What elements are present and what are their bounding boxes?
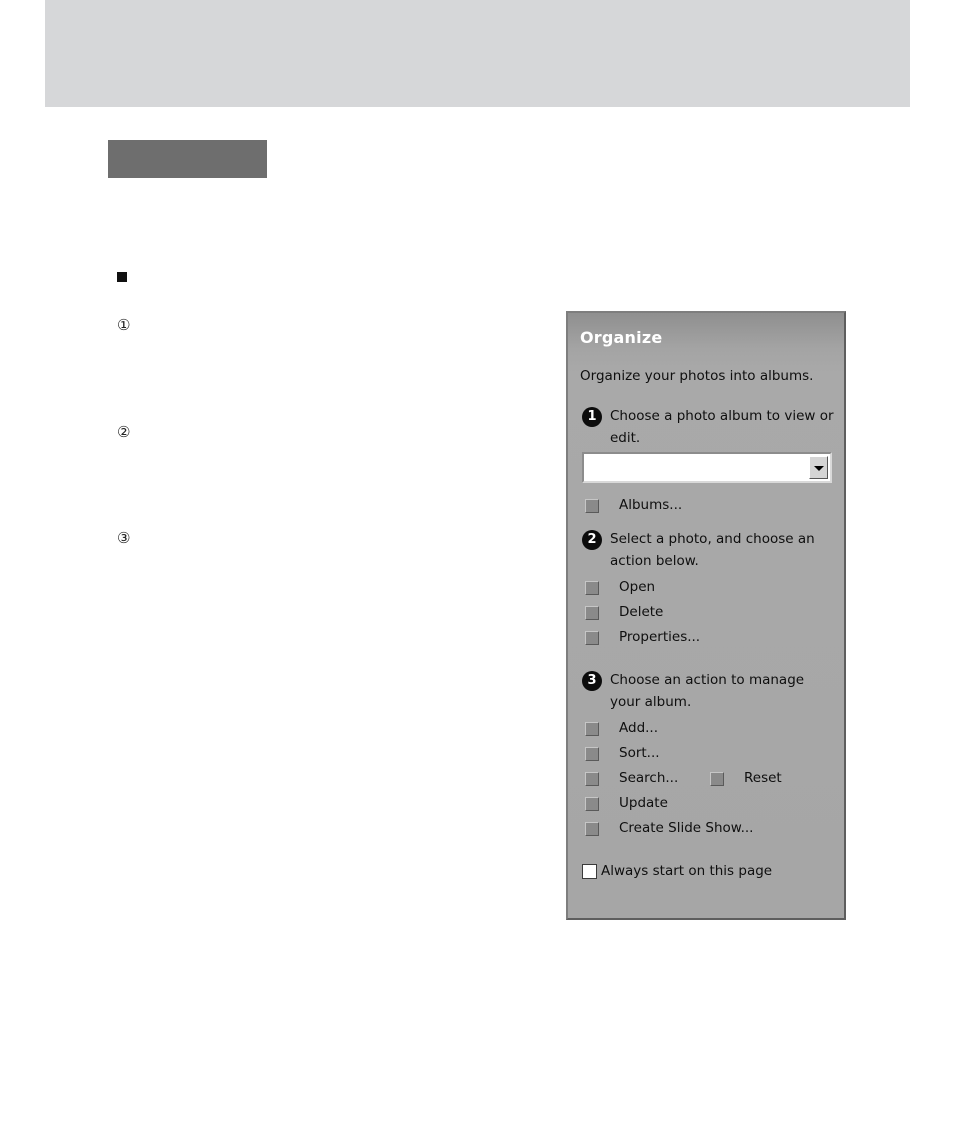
add-button-label: Add... [619, 720, 659, 736]
action-square-icon [585, 797, 599, 811]
organize-panel [566, 311, 846, 920]
chevron-down-icon [814, 466, 824, 471]
panel-intro: Organize your photos into albums. [580, 368, 814, 384]
page-header-band [45, 0, 910, 107]
albums-button-label: Albums... [619, 497, 683, 513]
search-button-label: Search... [619, 770, 679, 786]
section-tab [108, 140, 267, 178]
action-square-icon [585, 499, 599, 513]
step-marker-1: ① [117, 316, 131, 334]
bullet-square-icon [117, 272, 127, 282]
step-1-text: Choose a photo album to view or edit. [610, 408, 834, 446]
step-2-badge-icon: 2 [582, 530, 602, 550]
action-square-icon [585, 606, 599, 620]
reset-button-label: Reset [744, 770, 782, 786]
action-square-icon [585, 747, 599, 761]
step-2-text: Select a photo, and choose an action below. [610, 531, 815, 569]
properties-button-label: Properties... [619, 629, 701, 645]
delete-button-label: Delete [619, 604, 664, 620]
always-start-checkbox[interactable] [582, 864, 597, 879]
album-select-dropdown-button[interactable] [809, 456, 828, 479]
action-square-icon [585, 631, 599, 645]
action-square-icon [585, 722, 599, 736]
step-1-badge-icon: 1 [582, 407, 602, 427]
step-3-text: Choose an action to manage your album. [610, 672, 805, 710]
action-square-icon [710, 772, 724, 786]
action-square-icon [585, 581, 599, 595]
album-select[interactable] [582, 452, 832, 483]
action-square-icon [585, 772, 599, 786]
step-3-badge-icon: 3 [582, 671, 602, 691]
always-start-checkbox-label: Always start on this page [601, 863, 773, 879]
create-slide-show-button-label: Create Slide Show... [619, 820, 754, 836]
open-button-label: Open [619, 579, 656, 595]
step-marker-2: ② [117, 423, 131, 441]
sort-button-label: Sort... [619, 745, 660, 761]
panel-title: Organize [580, 328, 663, 347]
action-square-icon [585, 822, 599, 836]
update-button-label: Update [619, 795, 668, 811]
step-marker-3: ③ [117, 529, 131, 547]
